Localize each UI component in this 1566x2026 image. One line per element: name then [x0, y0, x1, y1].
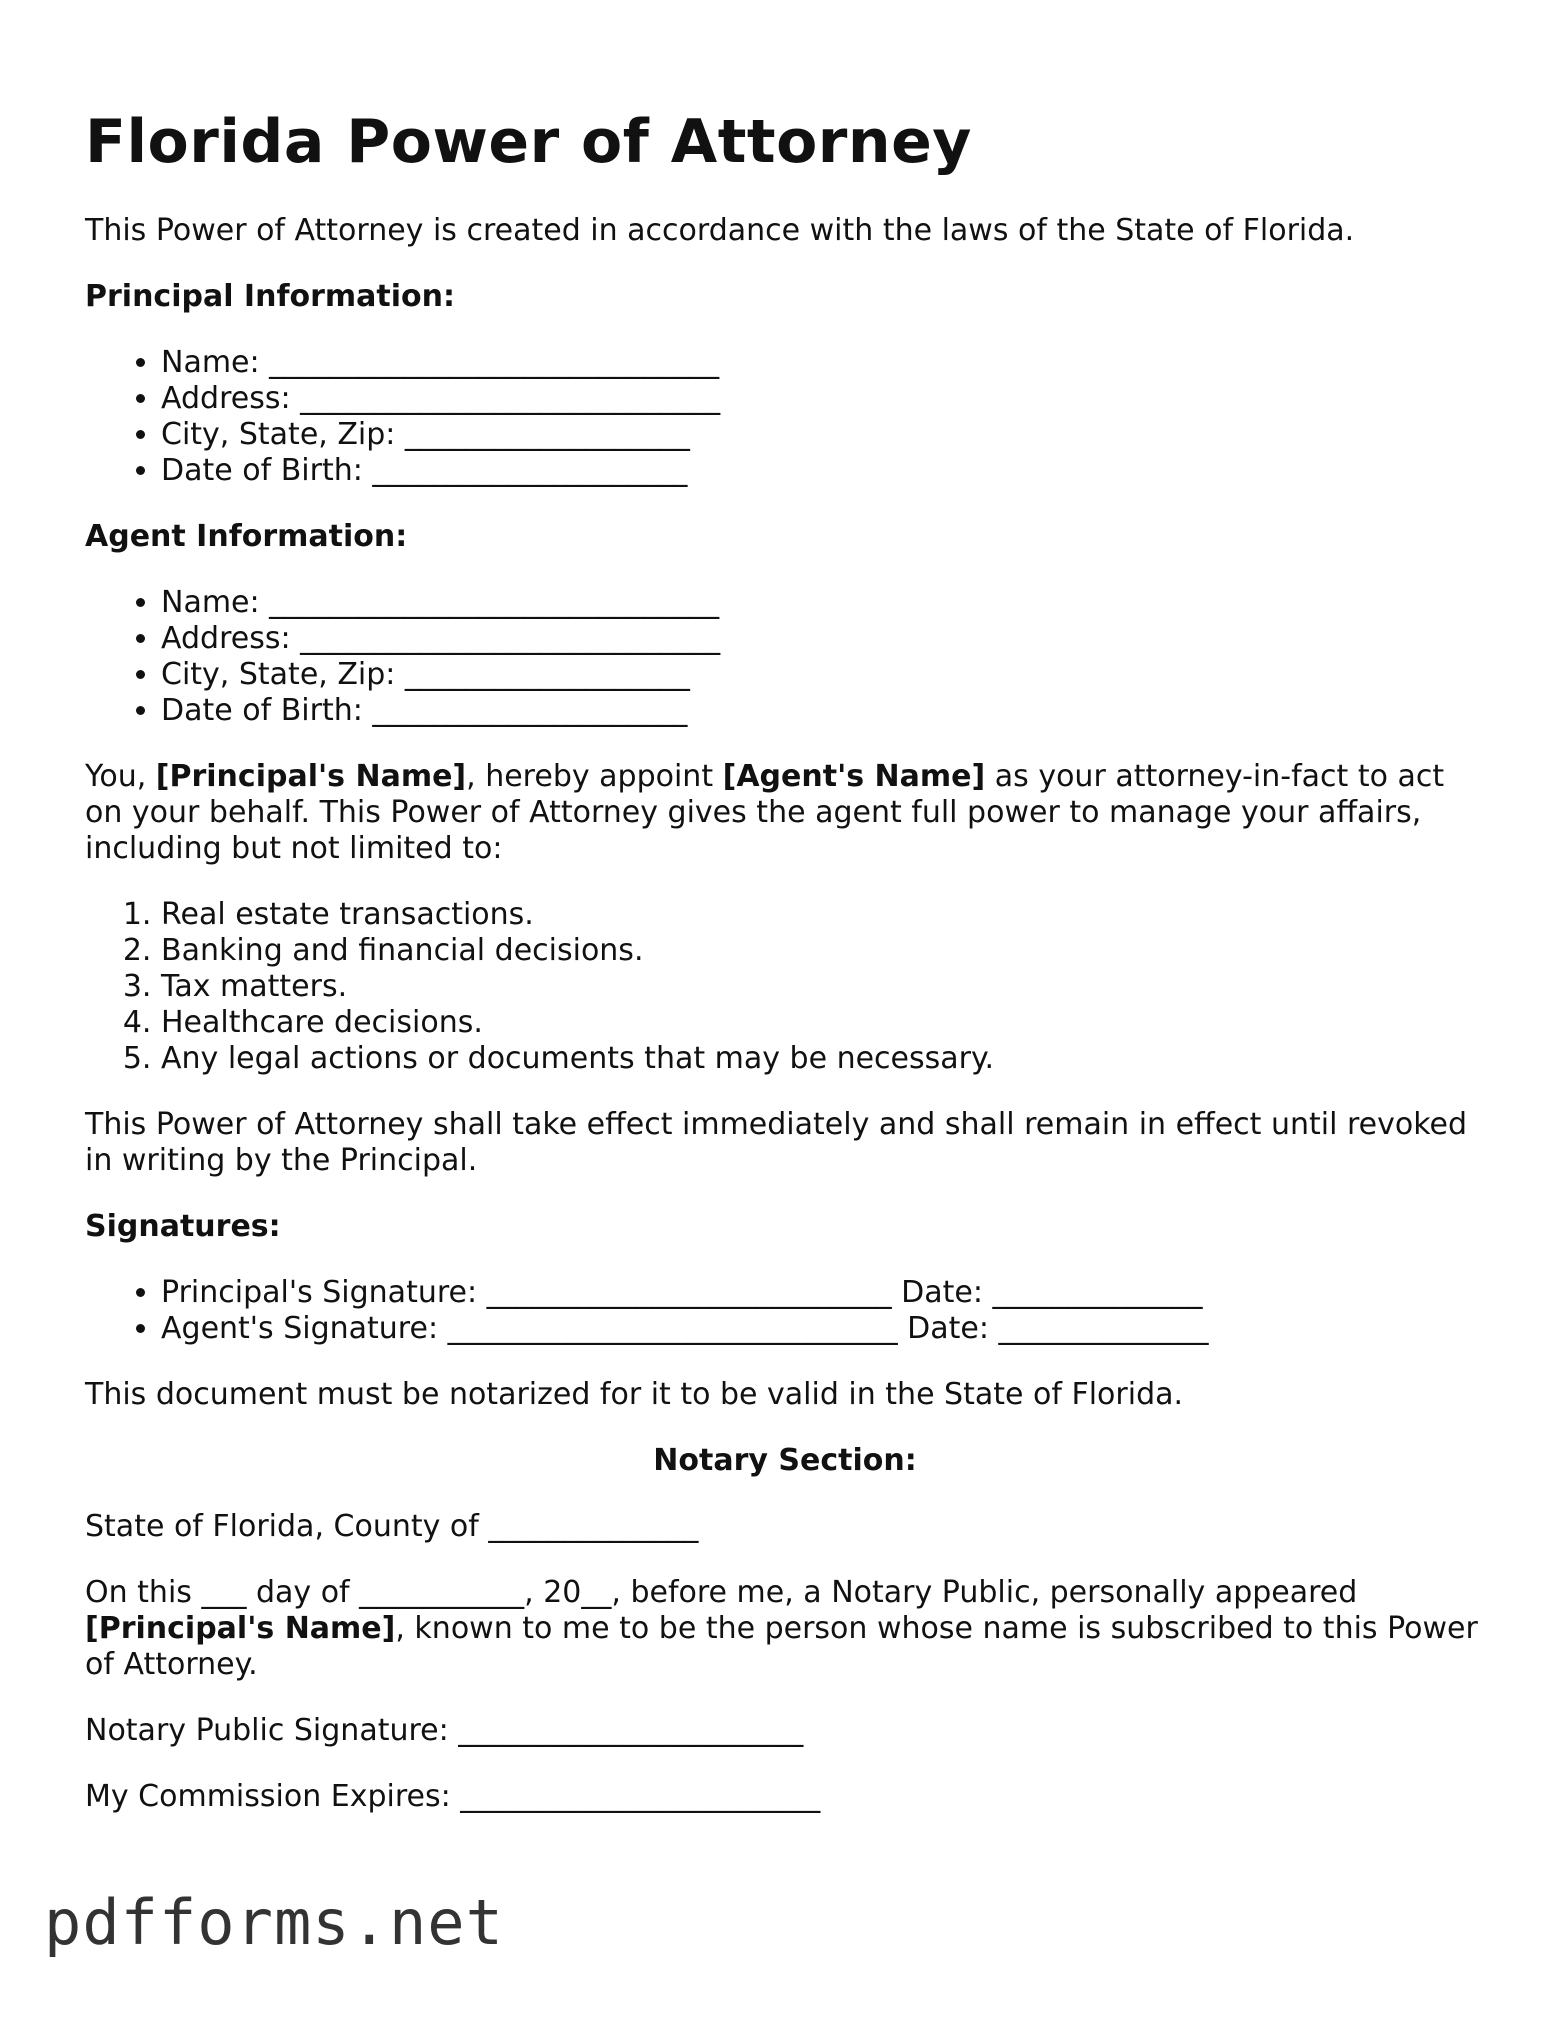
signatures-list: [85, 1275, 1485, 1347]
agent-information-heading: Agent Information:: [85, 519, 408, 554]
effect-paragraph: This Power of Attorney shall take effect immediately and shall remain in effect until revoked in writing by the Principal.: [85, 1107, 1468, 1178]
document-page: [85, 95, 1485, 1845]
principal-information-list: [85, 345, 1485, 489]
notarize-note: This document must be notarized for it to be valid in the State of Florida.: [85, 1377, 1184, 1412]
agent-information-list: [85, 585, 1485, 729]
principal-name-field: • Name: ______________________________: [161, 345, 1485, 381]
intro-paragraph: This Power of Attorney is created in accordance with the laws of the State of Florida.: [85, 213, 1355, 248]
notary-principal-name-placeholder: [Principal's Name]: [85, 1611, 396, 1646]
power-item: 4. Healthcare decisions.: [161, 1005, 1485, 1041]
appointment-text-1: You,: [85, 759, 156, 794]
agent-name-field: • Name: ______________________________: [161, 585, 1485, 621]
principal-city-state-zip-field: • City, State, Zip: ___________________: [161, 417, 1485, 453]
notary-section-heading: Notary Section:: [653, 1443, 917, 1478]
agent-signature-line: • Agent's Signature: ______________________________ Date: ______________: [161, 1311, 1485, 1347]
notary-statement-text-1: On this ___ day of ___________, 20__, before me, a Notary Public, personally appeared: [85, 1575, 1358, 1610]
commission-expires-line: My Commission Expires: ________________________: [85, 1779, 821, 1814]
principal-date-of-birth-field: • Date of Birth: _____________________: [161, 453, 1485, 489]
pdfforms-watermark-logo: pdfforms.net: [44, 1886, 504, 1959]
agent-date-of-birth-field: • Date of Birth: _____________________: [161, 693, 1485, 729]
county-line: State of Florida, County of ______________: [85, 1509, 699, 1544]
agent-address-field: • Address: ____________________________: [161, 621, 1485, 657]
principal-information-heading: Principal Information:: [85, 279, 456, 314]
power-item: 1. Real estate transactions.: [161, 897, 1485, 933]
appointment-text-2: , hereby appoint: [466, 759, 723, 794]
agent-name-placeholder: [Agent's Name]: [722, 759, 986, 794]
principal-address-field: • Address: ____________________________: [161, 381, 1485, 417]
notary-signature-line: Notary Public Signature: _______________________: [85, 1713, 804, 1748]
agent-city-state-zip-field: • City, State, Zip: ___________________: [161, 657, 1485, 693]
appointment-text-3: as your attorney-in-fact to act on your behalf. This Power of Attorney gives the agent full power to manage your affairs, including but not limited to:: [85, 759, 1445, 866]
power-item: 2. Banking and financial decisions.: [161, 933, 1485, 969]
principal-name-placeholder: [Principal's Name]: [155, 759, 467, 794]
principal-signature-line: • Principal's Signature: ___________________________ Date: ______________: [161, 1275, 1485, 1311]
notary-statement-text-2: , known to me to be the person whose name is subscribed to this Power of Attorney.: [85, 1611, 1478, 1682]
powers-list: [85, 897, 1485, 1077]
document-title: Florida Power of Attorney: [85, 107, 972, 177]
power-item: 5. Any legal actions or documents that may be necessary.: [161, 1041, 1485, 1077]
notary-statement: [85, 1575, 1485, 1683]
power-item: 3. Tax matters.: [161, 969, 1485, 1005]
appointment-paragraph: [85, 759, 1485, 867]
signatures-heading: Signatures:: [85, 1209, 281, 1244]
